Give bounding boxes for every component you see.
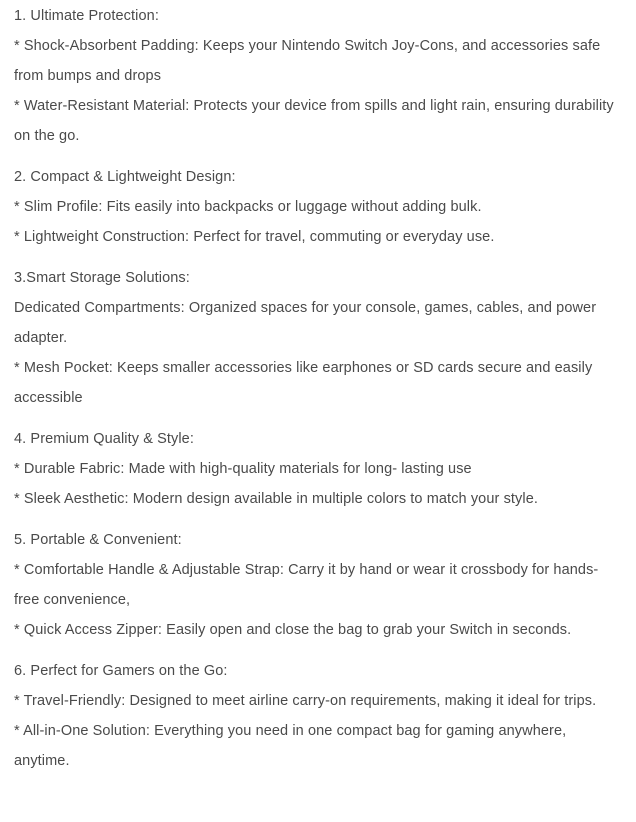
- feature-line: * Slim Profile: Fits easily into backpacks or luggage without adding bulk.: [14, 199, 482, 215]
- section-heading: 6. Perfect for Gamers on the Go:: [14, 663, 228, 679]
- feature-line: * Travel-Friendly: Designed to meet airline carry-on requirements, making it ideal for trips.: [14, 693, 597, 709]
- section-gamers-on-the-go: [14, 656, 622, 776]
- section-portable-convenient: [14, 525, 622, 645]
- feature-line: * Durable Fabric: Made with high-quality materials for long- lasting use: [14, 461, 472, 477]
- feature-line: * Quick Access Zipper: Easily open and close the bag to grab your Switch in seconds.: [14, 622, 572, 638]
- section-ultimate-protection: [14, 1, 622, 151]
- section-compact-lightweight: [14, 162, 622, 252]
- feature-line: * Lightweight Construction: Perfect for travel, commuting or everyday use.: [14, 229, 495, 245]
- feature-line: * All-in-One Solution: Everything you need in one compact bag for gaming anywhere, anytime.: [14, 723, 567, 769]
- section-heading: 4. Premium Quality & Style:: [14, 431, 194, 447]
- section-premium-quality: [14, 424, 622, 514]
- feature-line: * Mesh Pocket: Keeps smaller accessories like earphones or SD cards secure and easily accessible: [14, 360, 593, 406]
- section-heading: 2. Compact & Lightweight Design:: [14, 169, 236, 185]
- feature-line: Dedicated Compartments: Organized spaces for your console, games, cables, and power adapter.: [14, 300, 597, 346]
- section-heading: 1. Ultimate Protection:: [14, 8, 159, 24]
- feature-line: * Sleek Aesthetic: Modern design available in multiple colors to match your style.: [14, 491, 539, 507]
- section-heading: 5. Portable & Convenient:: [14, 532, 182, 548]
- section-smart-storage: [14, 263, 622, 413]
- feature-line: * Water-Resistant Material: Protects your device from spills and light rain, ensuring durability on the go.: [14, 98, 614, 144]
- feature-line: * Shock-Absorbent Padding: Keeps your Nintendo Switch Joy-Cons, and accessories safe from bumps and drops: [14, 38, 601, 84]
- feature-line: * Comfortable Handle & Adjustable Strap: Carry it by hand or wear it crossbody for hands-free convenience,: [14, 562, 599, 608]
- section-heading: 3.Smart Storage Solutions:: [14, 270, 190, 286]
